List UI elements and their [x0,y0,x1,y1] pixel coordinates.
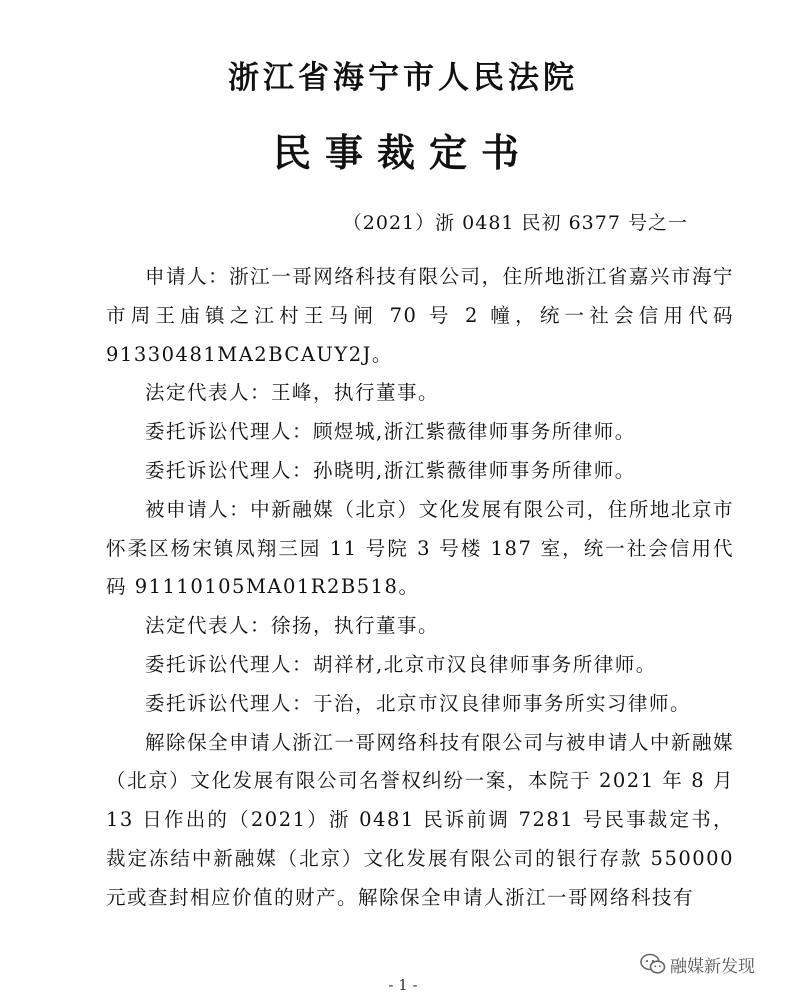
paragraph-respondent: 被申请人：中新融媒（北京）文化发展有限公司，住所地北京市怀柔区杨宋镇凤翔三园 11 号院 3 号楼 187 室，统一社会信用代码 91110105MA01R2B518。 [106,497,734,599]
document-body [106,258,734,918]
paragraph-respondent-legal-rep: 法定代表人：徐扬，执行董事。 [145,614,440,638]
page-number: - 1 - [388,976,418,994]
paragraph-applicant-legal-rep: 法定代表人：王峰，执行董事。 [145,381,440,405]
document-title: 民事裁定书 [272,130,533,175]
court-name: 浙江省海宁市人民法院 [228,60,578,96]
paragraph-applicant-agent-2: 委托诉讼代理人：孙晓明,浙江紫薇律师事务所律师。 [145,458,636,482]
case-number: （2021）浙 0481 民初 6377 号之一 [342,212,688,234]
wechat-icon [640,953,666,975]
paragraph-applicant-agent-1: 委托诉讼代理人：顾煜城,浙江紫薇律师事务所律师。 [145,420,636,444]
paragraph-case-description: 解除保全申请人浙江一哥网络科技有限公司与被申请人中新融媒（北京）文化发展有限公司名誉权纠纷一案，本院于 2021 年 8 月 13 日作出的（2021）浙 0481 民诉前调 7281 号民事裁定书，裁定冻结中新融媒（北京）文化发展有限公司的银行存款 550000 元或查封相应价值的财产。解除保全申请人浙江一哥网络科技有 [106,730,734,909]
paragraph-respondent-agent-1: 委托诉讼代理人：胡祥材,北京市汉良律师事务所律师。 [145,652,657,676]
paragraph-respondent-agent-2: 委托诉讼代理人：于治，北京市汉良律师事务所实习律师。 [145,691,692,715]
paragraph-applicant: 申请人：浙江一哥网络科技有限公司，住所地浙江省嘉兴市海宁市周王庙镇之江村王马闸 70 号 2 幢，统一社会信用代码 91330481MA2BCAUY2J。 [106,265,734,366]
watermark-text: 融媒新发现 [670,956,755,977]
